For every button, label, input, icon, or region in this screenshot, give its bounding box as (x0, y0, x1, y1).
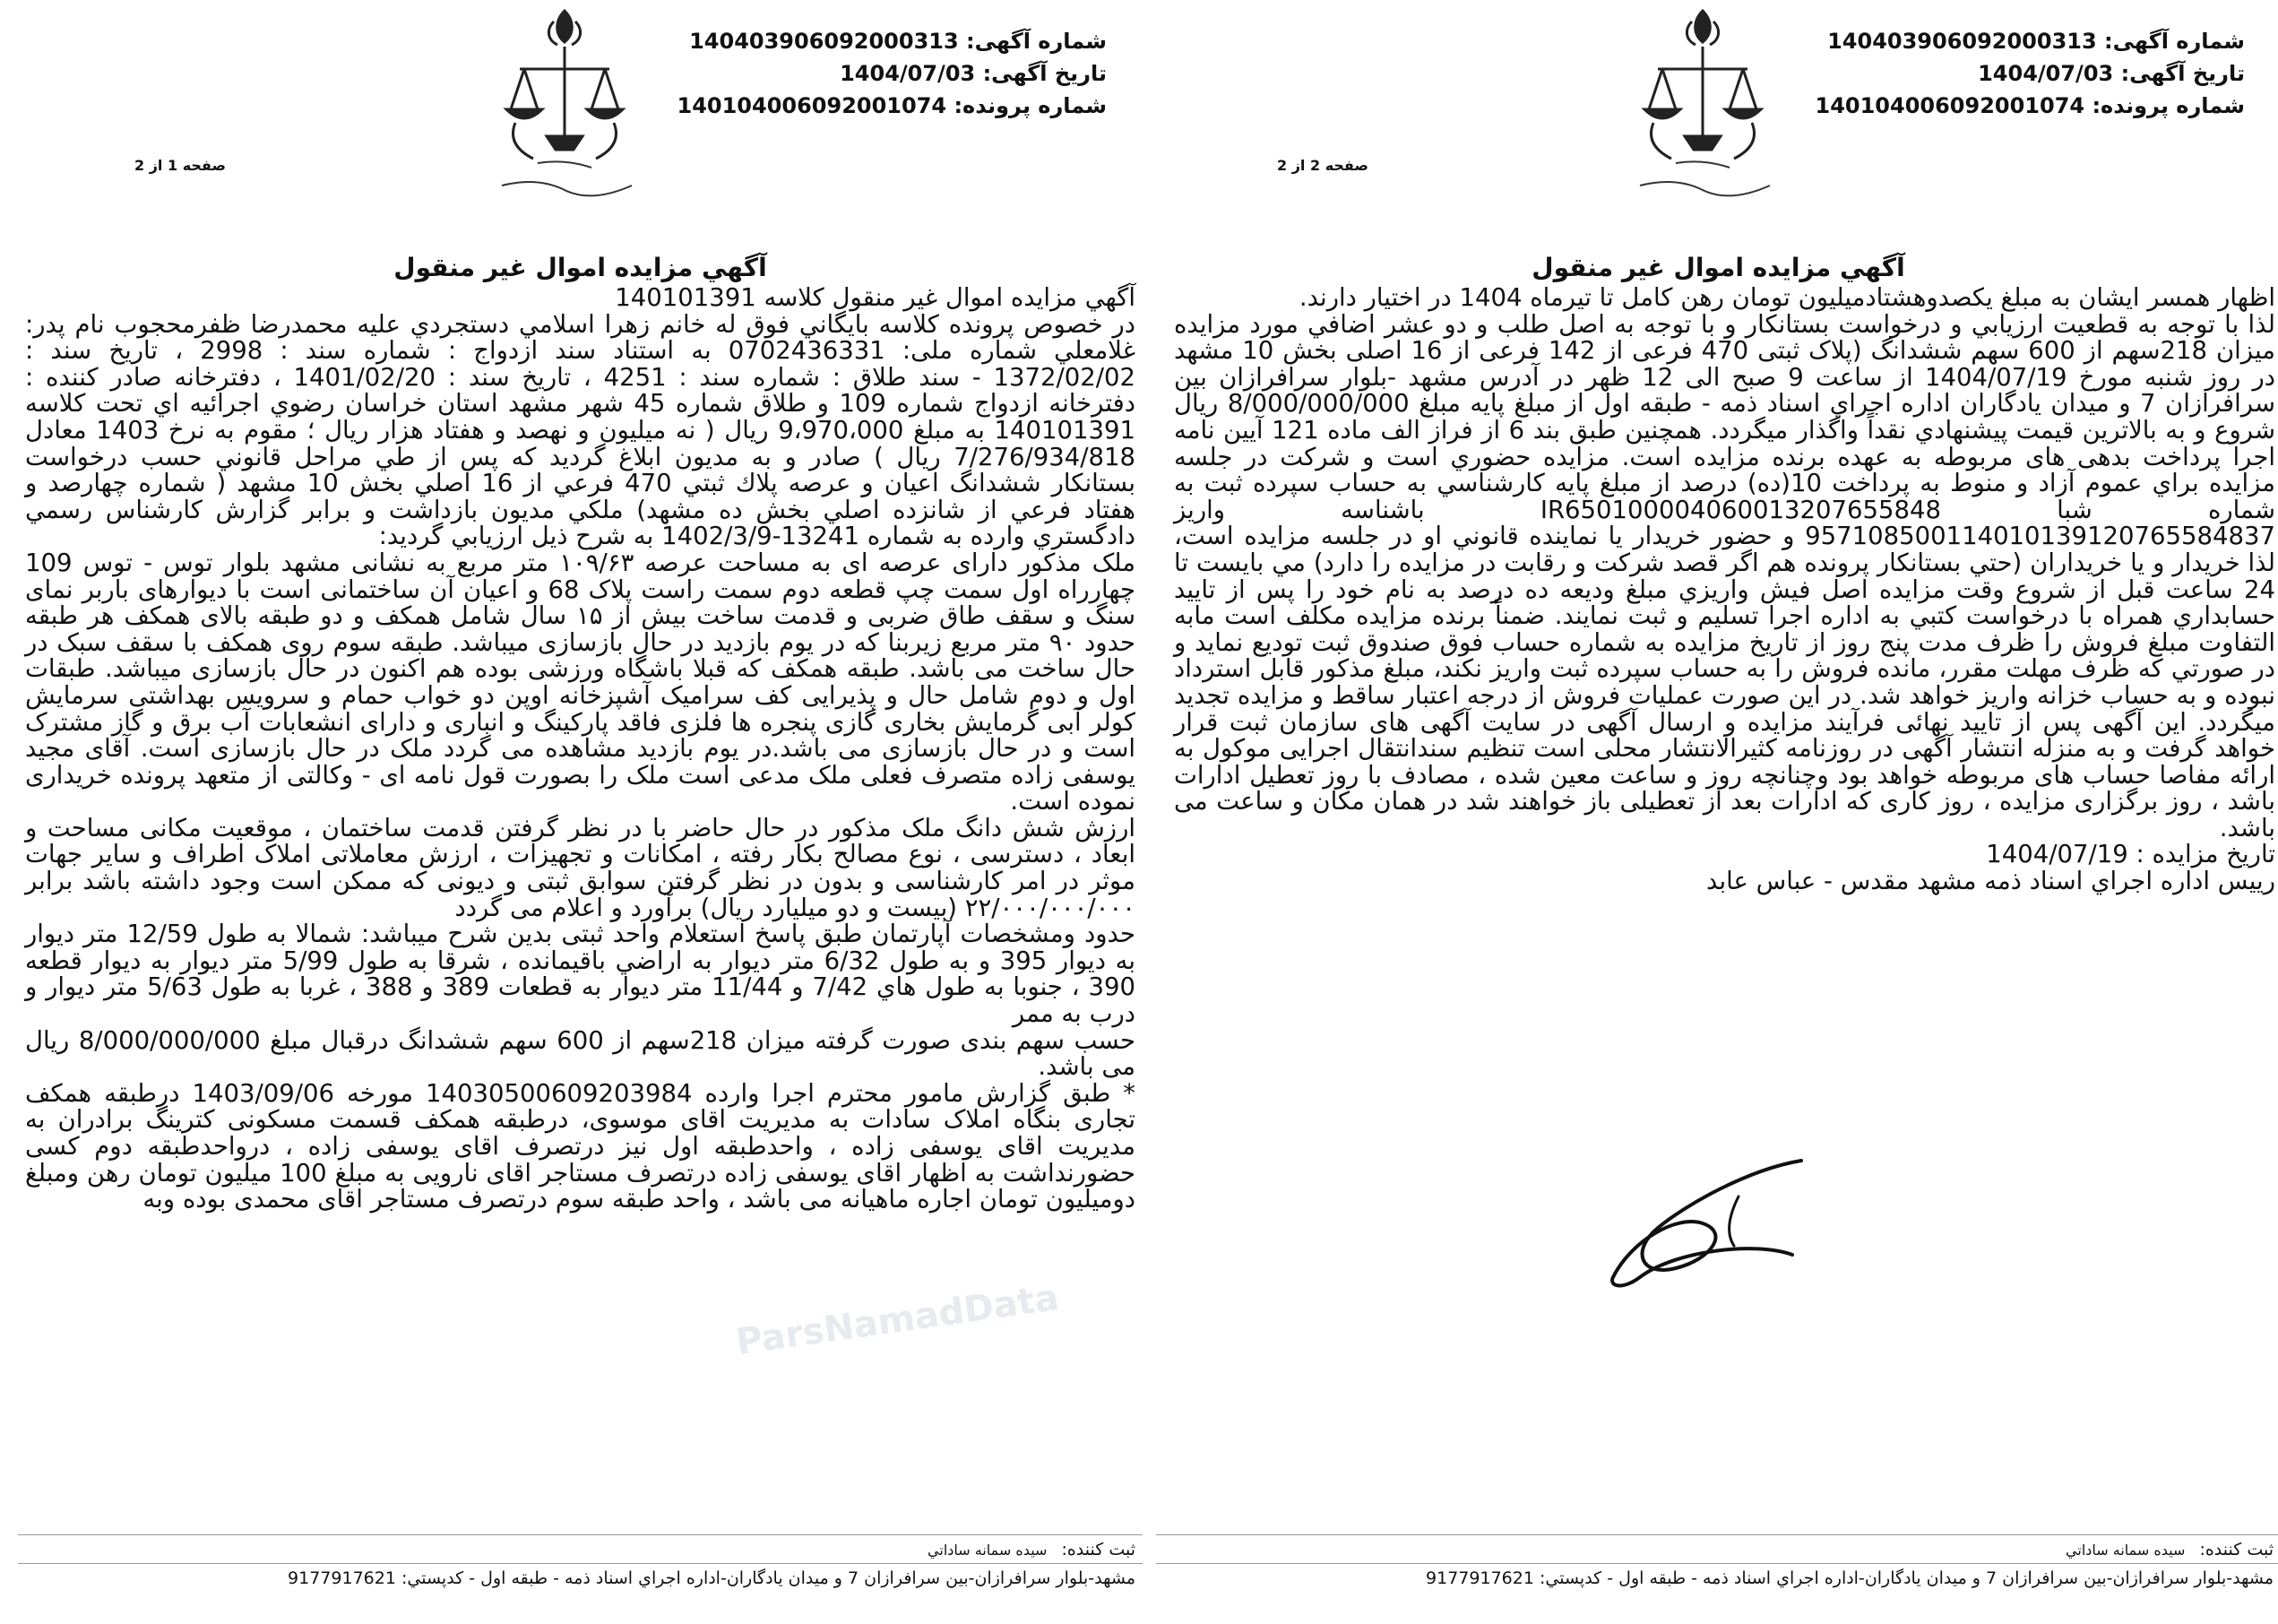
header-info (1815, 25, 2245, 122)
document-title: آگهي مزايده اموال غير منقول (393, 253, 767, 282)
footer-divider (18, 1534, 1143, 1535)
document-body (25, 285, 1135, 1214)
file-number-row: شماره پرونده: 140104006092001074 (677, 93, 1107, 118)
ad-date-row: تاریخ آگهی: 1404/07/03 (1978, 61, 2245, 86)
ad-number-row: شماره آگهی: 140403906092000313 (689, 29, 1107, 54)
registrar: ثبت کننده:سيده سمانه ساداتي (928, 1540, 1135, 1559)
body-paragraph: اظهار همسر ایشان به مبلغ یکصدوهشتادمیلیون تومان رهن کامل تا تیرماه 1404 در اختیار دارند. (1299, 283, 2275, 312)
footer-divider (18, 1563, 1143, 1564)
body-paragraph: ملک مذکور دارای عرصه ای به مساحت عرصه ۱۰۹/۶۳ متر مربع به نشانی مشهد بلوار توس - توس 109 چهارراه اول سمت چپ قطعه دوم سمت راست پلاک 68 و اعیان آن ساختمانی است با دیوارهای باربر نمای سنگ و سقف طاق ضربی و قدمت ساخت بیش از ۱۵ سال شامل همکف و دو طبقه بالای همکف هر طبقه حدود ۹۰ متر مربع زیربنا که در یوم بازدید در حال بازسازی میباشد. طبقه سوم روی همکف با سقف سبک در حال ساخت می باشد. طبقه همکف که قبلا باشگاه ورزشی بوده هم اکنون در حال بازسازی میباشد. طبقات اول و دوم شامل حال و پذیرایی کف سرامیک آشپزخانه اوپن دو خواب حمام و سرویس بهداشتی سرمایش کولر آبی گرمایش بخاری گازی پنجره ها فلزی فاقد پارکینگ و انباری و دارای انشعابات آب برق و گاز مشترک است و در حال بازسازی می باشد.در یوم بازدید مشاهده می گردد ملک در حال بازسازی است. آقای مجید یوسفی زاده متصرف فعلی ملک مدعی است ملک را بصورت قول نامه ای - وکالتی از متعهد پرونده خریداری نموده است. (25, 548, 1136, 816)
document-title: آگهي مزايده اموال غير منقول (1532, 253, 1905, 282)
signature-icon (1577, 1143, 1828, 1304)
page-2 (1156, 0, 2278, 1624)
body-paragraph: لذا با توجه به قطعيت ارزيابي و درخواست بستانكار و با توجه به اصل طلب و دو عشر اضافي مورد مزايده ميزان 218سهم از 600 سهم ششدانگ (پلاک ثبتی 470 فرعی از 142 فرعی از 16 اصلی بخش 10 مشهد در روز شنبه مورخ 1404/07/19 از ساعت 9 صبح الی 12 ظهر در آدرس مشهد -بلوار سرافرازان بين سرافرازان 7 و ميدان يادگاران اداره اجراي اسناد ذمه - طبقه اول از مبلغ پايه مبلغ 8/000/000/000 ريال شروع و به بالاترين قيمت پيشنهادي نقداً واگذار ميگردد. همچنين طبق بند 6 از فراز الف ماده 121 آيين نامه اجرا پرداخت بدهی های مربوطه به عهده برنده مزایده است. مزايده حضوري است و شركت در جلسه مزايده براي عموم آزاد و منوط به پرداخت 10(ده) درصد از مبلغ پايه كارشناسي به حساب سپرده ثبت به شماره شبا IR650100004060013207655848 باشناسه واريز 957108500114010139120765584837 و حضور خريدار يا نماينده قانوني او در جلسه مزايده است، لذا خريدار و يا خريداران (حتي بستانكار پرونده هم اگر قصد شركت و رقابت در مزايده را دارد) مي بايست تا 24 ساعت قبل از شروع وقت مزايده اصل فيش واريزي مبلغ وديعه ده درصد به نام خود را پس از تاييد حسابداري همراه با درخواست كتبي به اداره اجرا تسليم و ثبت نمايند. ضمناً برنده مزايده مكلف است مابه التفاوت مبلغ فروش را ظرف مدت پنج روز از تاريخ مزايده به شماره حساب فوق صندوق ثبت توديع نمايد و در صورتي كه ظرف مهلت مقرر، مانده فروش را به حساب سپرده ثبت واريز نكند، مبلغ مذكور قابل استرداد نبوده و به حساب خزانه واريز خواهد شد. در اين صورت عمليات فروش از درجه اعتبار ساقط و مزايده تجديد ميگردد. اين آگهی پس از تاييد نهائی فرآيند مزايده و ارسال آگهی در سايت آگهی های سازمان ثبت قرار خواهد گرفت و به منزله انتشار آگهی در روزنامه كثيرالانتشار محلی است تنظيم سندانتقال اجرايی موكول به ارائه مفاصا حساب های مربوطه خواهد بود وچنانچه روز و ساعت معين شده ، مصادف با روز تعطيل ادارات باشد ، روز برگزاری مزايده ، روز كاری كه ادارات بعد از تعطيلی باز خواهند شد در همان مكان و ساعت می باشد. (1174, 309, 2275, 842)
ad-date-row: تاریخ آگهی: 1404/07/03 (840, 61, 1107, 86)
body-paragraph: حسب سهم بندی صورت گرفته میزان 218سهم از 600 سهم ششدانگ درقبال مبلغ 8/000/000/000 ریال می باشد. (25, 1025, 1135, 1082)
document-body (1174, 285, 2275, 895)
header-info (677, 25, 1107, 122)
judiciary-emblem-icon (484, 2, 645, 203)
body-paragraph: حدود ومشخصات آپارتمان طبق پاسخ استعلام واحد ثبتی بدین شرح میباشد: شمالا به طول 12/59 متر دیوار به دیوار 395 و به طول 6/32 متر دیوار به اراضي باقیمانده ، شرقا به طول 5/99 متر دیوار به دیوار قطعه 390 ، جنوبا به طول هاي 7/42 و 11/44 متر دیوار به قطعات 389 و 388 ، غربا به طول 5/63 متر دیوار و درب به ممر (25, 920, 1136, 1029)
signatory-line: رييس اداره اجراي اسناد ذمه مشهد مقدس - عباس عابد (1706, 867, 2275, 896)
watermark: ParsNamadData (733, 1276, 1062, 1364)
office-address: مشهد-بلوار سرافرازان-بین سرافرازان 7 و میدان یادگاران-اداره اجراي اسناد ذمه - طبقه اول - کدپستي: 9177917621 (288, 1568, 1135, 1588)
page-number: صفحه 2 از 2 (1277, 157, 1368, 174)
registrar: ثبت کننده:سيده سمانه ساداتي (2066, 1540, 2274, 1559)
body-paragraph: ارزش شش دانگ ملک مذکور در حال حاضر با در نظر گرفتن قدمت ساختمان ، موقعیت مکانی مساحت و ابعاد ، دسترسی ، نوع مصالح بکار رفته ، امکانات و تجهیزات ، ارزش معاملاتی املاک اطراف و سایر جهات موثر در امر کارشناسی و بدون در نظر گرفتن سوابق ثبتی و دیونی که ممکن است وجود داشته باشد برابر ۲۲/۰۰۰/۰۰۰/۰۰۰ (بیست و دو میلیارد ریال) برآورد و اعلام می گردد (25, 813, 1135, 922)
body-paragraph: آگهي مزايده اموال غير منقول کلاسه 140101391 (615, 283, 1135, 312)
judiciary-emblem-icon (1622, 2, 1783, 203)
footer-divider (1156, 1534, 2278, 1535)
body-paragraph: * طبق گزارش مامور محترم اجرا وارده 14030500609203984 مورخه 1403/09/06 درطبقه همکف تجاری بنگاه املاک سادات به مدیریت اقای موسوی، درطبقه همکف قسمت مسکونی کترینگ برادران به مدیریت اقای یوسفی زاده ، واحدطبقه اول نیز درتصرف اقای یوسفی زاده ، درواحدطبقه دوم کسی حضورنداشت به اظهار اقای یوسفی زاده درتصرف مستاجر اقای نارویی به مبلغ 100 میلیون تومان رهن ومبلغ دومیلیون تومان اجاره ماهیانه می باشد ، واحد طبقه سوم درتصرف مستاجر اقای محمدی بوده وبه (25, 1078, 1136, 1214)
ad-number-row: شماره آگهی: 140403906092000313 (1827, 29, 2245, 54)
footer-divider (1156, 1563, 2278, 1564)
page-1 (18, 0, 1143, 1624)
body-paragraph: در خصوص پرونده کلاسه بايگاني فوق له خانم زهرا اسلامي دستجردي عليه محمدرضا ظفرمحجوب نام پدر: غلامعلي شماره ملی: 0702436331 به استناد سند ازدواج : شماره سند : 2998 ، تاريخ سند : 1372/02/02 - سند طلاق : شماره سند : 4251 ، تاريخ سند : 1401/02/20 ، دفترخانه صادر كننده : دفترخانه ازدواج شماره 109 و طلاق شماره 45 شهر مشهد استان خراسان رضوي اجرائيه اي تحت كلاسه 140101391 به مبلغ 9،970،000 ريال ( نه ميليون و نهصد و هفتاد هزار ريال ؛ مقوم به نرخ 1403 معادل 7/276/934/818 ريال ) صادر و به مديون ابلاغ گرديد كه پس از طي مراحل قانوني حسب درخواست بستانكار ششدانگ اعيان و عرصه پلاك ثبتي 470 فرعي از 16 اصلي بخش 10 مشهد ( شماره چهارصد و هفتاد فرعي از شانزده اصلي بخش ده مشهد) ملكي مديون بازداشت و برابر گزارش كارشناس رسمي دادگستري وارده به شماره 13241-1402/3/9 به شرح ذيل ارزيابي گرديد: (25, 309, 1136, 551)
office-address: مشهد-بلوار سرافرازان-بین سرافرازان 7 و میدان یادگاران-اداره اجراي اسناد ذمه - طبقه اول - کدپستي: 9177917621 (1426, 1568, 2274, 1588)
file-number-row: شماره پرونده: 140104006092001074 (1815, 93, 2245, 118)
auction-date-line: تاريخ مزايده : 1404/07/19 (1986, 840, 2275, 869)
page-number: صفحه 1 از 2 (134, 157, 226, 174)
